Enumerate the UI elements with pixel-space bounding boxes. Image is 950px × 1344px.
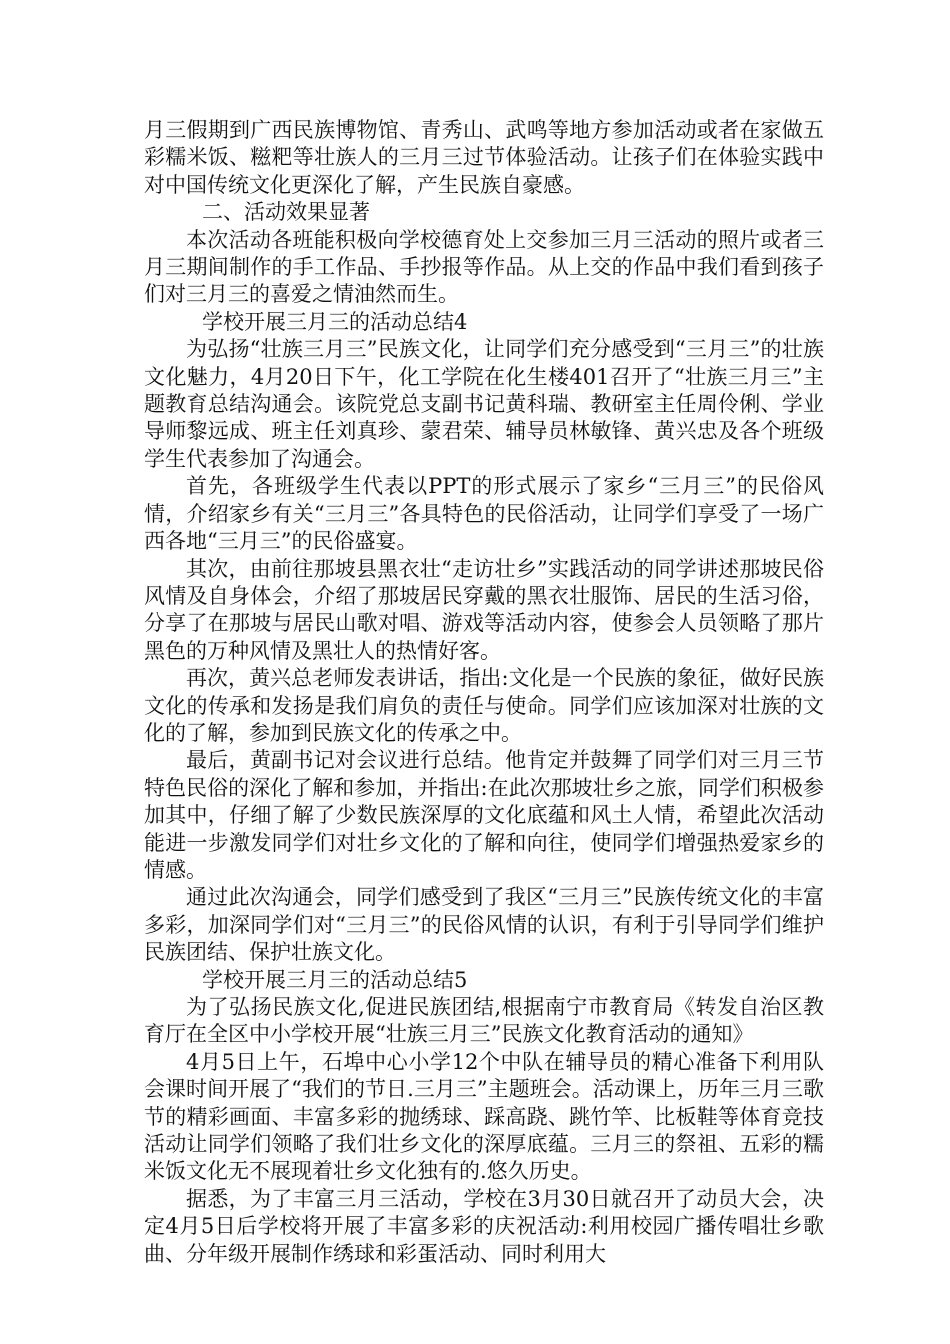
paragraph: 通过此次沟通会，同学们感受到了我区“三月三”民族传统文化的丰富多彩，加深同学们对“三月三”的民俗风情的认识，有利于引导同学们维护民族团结、保护壮族文化。 (144, 885, 824, 965)
section-heading: 学校开展三月三的活动总结5 (202, 967, 468, 992)
paragraph: 本次活动各班能积极向学校德育处上交参加三月三活动的照片或者三月三期间制作的手工作品、手抄报等作品。从上交的作品中我们看到孩子们对三月三的喜爱之情油然而生。 (144, 227, 824, 307)
paragraph: 最后，黄副书记对会议进行总结。他肯定并鼓舞了同学们对三月三节特色民俗的深化了解和参加，并指出:在此次那坡壮乡之旅，同学们积极参加其中，仔细了解了少数民族深厚的文化底蕴和风土人情，希望此次活动能进一步激发同学们对壮乡文化的了解和向往，使同学们增强热爱家乡的情感。 (144, 748, 824, 882)
paragraph: 为弘扬“壮族三月三”民族文化，让同学们充分感受到“三月三”的壮族文化魅力，4月20日下午，化工学院在化生楼401召开了“壮族三月三”主题教育总结沟通会。该院党总支副书记黄科瑞、教研室主任周伶俐、学业导师黎远成、班主任刘真珍、蒙君荣、辅导员林敏锋、黄兴忠及各个班级学生代表参加了沟通会。 (144, 337, 824, 471)
section-heading: 学校开展三月三的活动总结4 (202, 309, 468, 334)
paragraph: 首先，各班级学生代表以PPT的形式展示了家乡“三月三”的民俗风情，介绍家乡有关“三月三”各具特色的民俗活动，让同学们享受了一场广西各地“三月三”的民俗盛宴。 (144, 474, 824, 554)
paragraph: 月三假期到广西民族博物馆、青秀山、武鸣等地方参加活动或者在家做五彩糯米饭、糍粑等壮族人的三月三过节体验活动。让孩子们在体验实践中对中国传统文化更深化了解，产生民族自豪感。 (144, 118, 824, 197)
paragraph: 为了弘扬民族文化,促进民族团结,根据南宁市教育局《转发自治区教育厅在全区中小学校开展“壮族三月三”民族文化教育活动的通知》 (144, 995, 824, 1047)
paragraph: 再次，黄兴总老师发表讲话，指出:文化是一个民族的象征，做好民族文化的传承和发扬是我们肩负的责任与使命。同学们应该加深对壮族的文化的了解，参加到民族文化的传承之中。 (144, 666, 824, 745)
section-heading: 二、活动效果显著 (202, 200, 370, 225)
paragraph: 据悉，为了丰富三月三活动，学校在3月30日就召开了动员大会，决定4月5日后学校将开展了丰富多彩的庆祝活动:利用校园广播传唱壮乡歌曲、分年级开展制作绣球和彩蛋活动、同时利用大 (144, 1186, 824, 1266)
paragraph: 其次，由前往那坡县黑衣壮“走访壮乡”实践活动的同学讲述那坡民俗风情及自身体会，介绍了那坡居民穿戴的黑衣壮服饰、居民的生活习俗，分享了在那坡与居民山歌对唱、游戏等活动内容，使参会人员领略了那片黑色的万种风情及黑壮人的热情好客。 (144, 556, 824, 663)
document-body (144, 117, 824, 1268)
paragraph: 4月5日上午，石埠中心小学12个中队在辅导员的精心准备下利用队会课时间开展了“我们的节日.三月三”主题班会。活动课上，历年三月三歌节的精彩画面、丰富多彩的抛绣球、踩高跷、跳竹竿、比板鞋等体育竞技活动让同学们领略了我们壮乡文化的深厚底蕴。三月三的祭祖、五彩的糯米饭文化无不展现着壮乡文化独有的.悠久历史。 (144, 1049, 824, 1184)
